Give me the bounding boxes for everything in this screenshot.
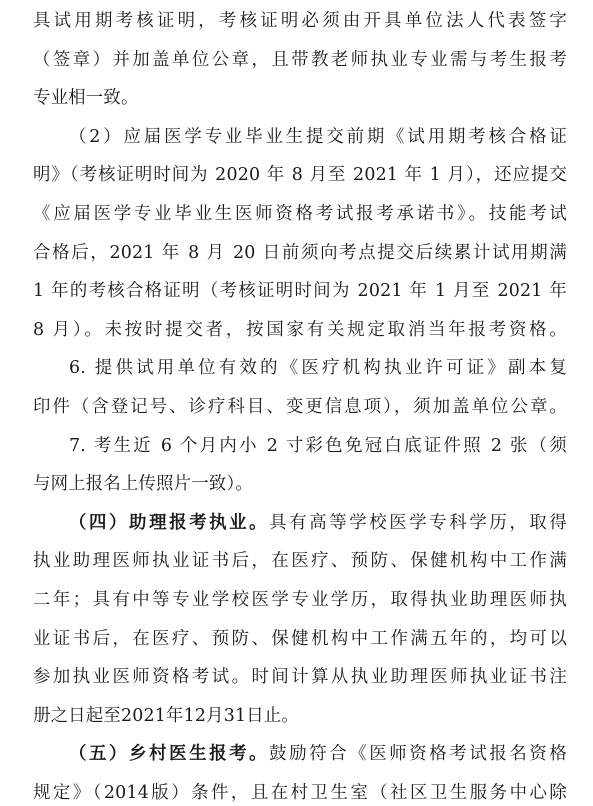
document-line — [33, 774, 567, 806]
line-text: 具有高等学校医学专科学历，取得 — [269, 512, 567, 533]
document-line — [33, 504, 567, 543]
document-line — [33, 311, 567, 350]
line-text: （2）应届医学专业毕业生提交前期《试用期考核合格证 — [69, 126, 567, 147]
document-line — [33, 388, 567, 427]
document-line — [33, 542, 567, 581]
section-heading: （四）助理报考执业。 — [69, 512, 270, 533]
line-text: 合格后，2021 年 8 月 20 日前须向考点提交后续累计试用期满 — [33, 242, 567, 263]
line-text: 业证书后，在医疗、预防、保健机构中工作满五年的，均可以 — [33, 628, 567, 649]
document-line — [33, 697, 567, 736]
document-line — [33, 272, 567, 311]
document-line — [33, 118, 567, 157]
line-text: 具试用期考核证明，考核证明必须由开具单位法人代表签字 — [33, 11, 567, 31]
line-text: 1 年的考核合格证明（考核证明时间为 2021 年 1 月至 2021 年 — [33, 281, 567, 302]
line-text: 专业相一致。 — [33, 88, 139, 109]
document-line — [33, 581, 567, 620]
document-line — [33, 620, 567, 659]
document-line — [33, 156, 567, 195]
line-text: 与网上报名上传照片一致）。 — [33, 474, 253, 495]
document-line — [33, 79, 567, 118]
line-text: 执业助理医师执业证书后，在医疗、预防、保健机构中工作满 — [33, 551, 567, 572]
line-text: 6. 提供试用单位有效的《医疗机构执业许可证》副本复 — [69, 358, 567, 379]
line-text: 二年；具有中等专业学校医学专业学历，取得执业助理医师执 — [33, 589, 567, 610]
line-text: 鼓励符合《医师资格考试报名资格 — [269, 744, 567, 765]
line-text: 《应届医学专业毕业生医师资格考试报考承诺书》。技能考试 — [33, 203, 567, 224]
section-heading: （五）乡村医生报考。 — [69, 744, 270, 765]
document-line — [33, 349, 567, 388]
line-text: 册之日起至2021年12月31日止。 — [33, 705, 300, 726]
document-line — [33, 41, 567, 80]
line-text: 明》（考核证明时间为 2020 年 8 月至 2021 年 1 月），还应提交 — [33, 165, 567, 186]
line-text: 参加执业医师资格考试。时间计算从执业助理医师执业证书注 — [33, 667, 567, 688]
document-line — [33, 465, 567, 504]
line-text: 7. 考生近 6 个月内小 2 寸彩色免冠白底证件照 2 张（须 — [69, 435, 567, 456]
document-line — [33, 658, 567, 697]
line-text: （签章）并加盖单位公章，且带教老师执业专业需与考生报考 — [33, 49, 567, 70]
document-line — [33, 2, 567, 41]
line-text: 8 月）。未按时提交者，按国家有关规定取消当年报考资格。 — [33, 319, 567, 340]
line-text: 印件（含登记号、诊疗科目、变更信息项），须加盖单位公章。 — [33, 396, 567, 417]
line-text: 规定》（2014版）条件，且在村卫生室（社区卫生服务中心除 — [33, 782, 567, 803]
document-line — [33, 735, 567, 774]
document-line — [33, 195, 567, 234]
document-line — [33, 427, 567, 466]
document-line — [33, 234, 567, 273]
